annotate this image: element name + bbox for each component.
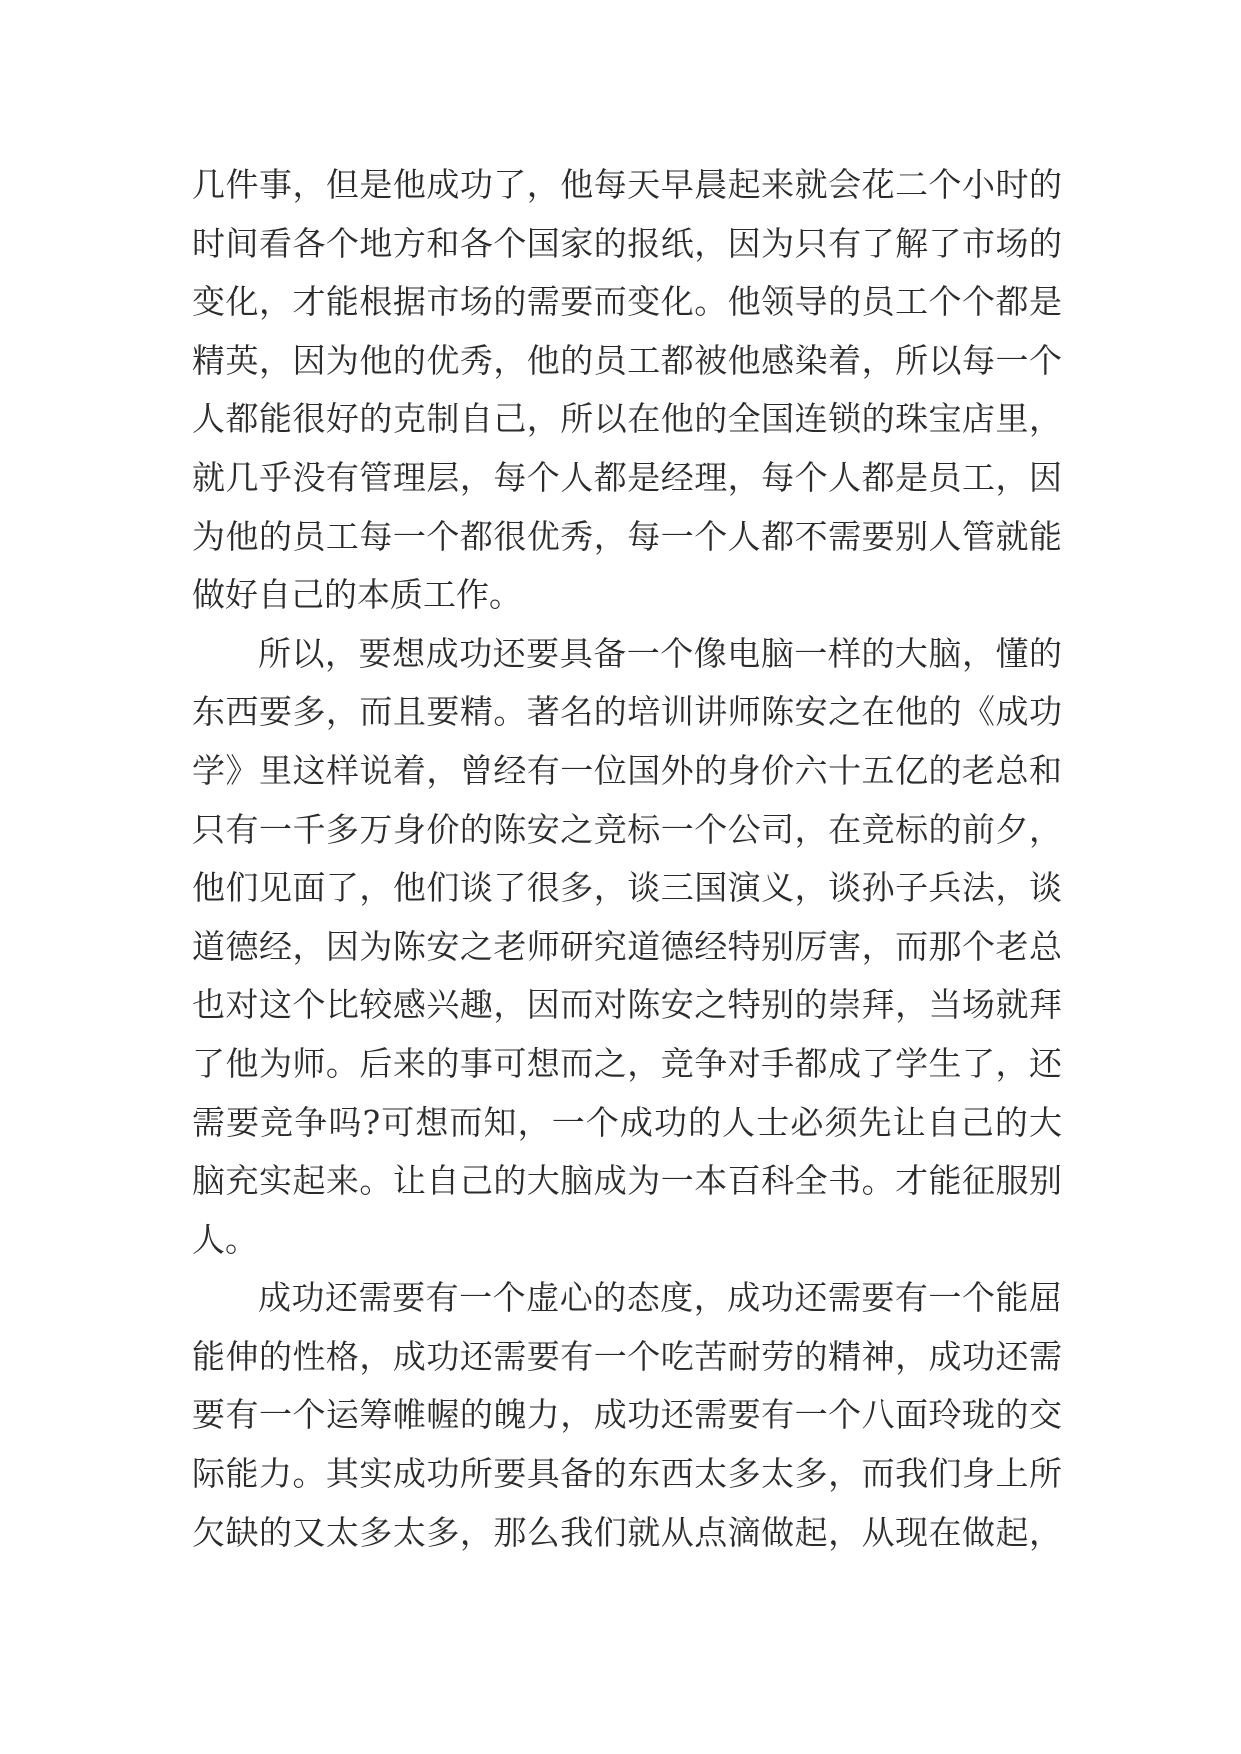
text-line: 欠缺的又太多太多，那么我们就从点滴做起，从现在做起， [192,1512,1062,1552]
text-line: 人。 [192,1219,258,1259]
text-line: 学》里这样说着，曾经有一位国外的身价六十五亿的老总和 [192,750,1062,790]
text-line: 几件事，但是他成功了，他每天早晨起来就会花二个小时的 [192,165,1062,204]
text-line: 为他的员工每一个都很优秀，每一个人都不需要别人管就能 [192,516,1062,556]
text-line: 做好自己的本质工作。 [192,575,522,615]
text-line: 能伸的性格，成功还需要有一个吃苦耐劳的精神，成功还需 [192,1336,1062,1376]
text-line: 要有一个运筹帷幄的魄力，成功还需要有一个八面玲珑的交 [192,1395,1062,1435]
text-line: 精英，因为他的优秀，他的员工都被他感染着，所以每一个 [192,340,1062,380]
text-line: 人都能很好的克制自己，所以在他的全国连锁的珠宝店里， [192,399,1062,439]
text-line: 脑充实起来。让自己的大脑成为一本百科全书。才能征服别 [192,1161,1062,1201]
text-line: 际能力。其实成功所要具备的东西太多太多，而我们身上所 [192,1454,1062,1494]
text-line: 东西要多，而且要精。著名的培训讲师陈安之在他的《成功 [192,692,1062,732]
text-line: 就几乎没有管理层，每个人都是经理，每个人都是员工，因 [192,457,1062,497]
paragraph-start-line: 所以，要想成功还要具备一个像电脑一样的大脑，懂的 [258,633,1062,673]
text-line: 只有一千多万身价的陈安之竞标一个公司，在竞标的前夕， [192,809,1062,849]
text-line: 也对这个比较感兴趣，因而对陈安之特别的崇拜，当场就拜 [192,985,1062,1025]
paragraph-start-line: 成功还需要有一个虚心的态度，成功还需要有一个能屈 [258,1278,1062,1318]
text-line: 了他为师。后来的事可想而之，竞争对手都成了学生了，还 [192,1043,1062,1083]
text-line: 变化，才能根据市场的需要而变化。他领导的员工个个都是 [192,282,1062,322]
text-line: 道德经，因为陈安之老师研究道德经特别厉害，而那个老总 [192,926,1062,966]
text-line: 他们见面了，他们谈了很多，谈三国演义，谈孙子兵法，谈 [192,868,1062,908]
text-line: 时间看各个地方和各个国家的报纸，因为只有了解了市场的 [192,223,1062,263]
body-text [192,156,1062,1562]
text-line: 需要竞争吗?可想而知，一个成功的人士必须先让自己的大 [192,1102,1062,1142]
